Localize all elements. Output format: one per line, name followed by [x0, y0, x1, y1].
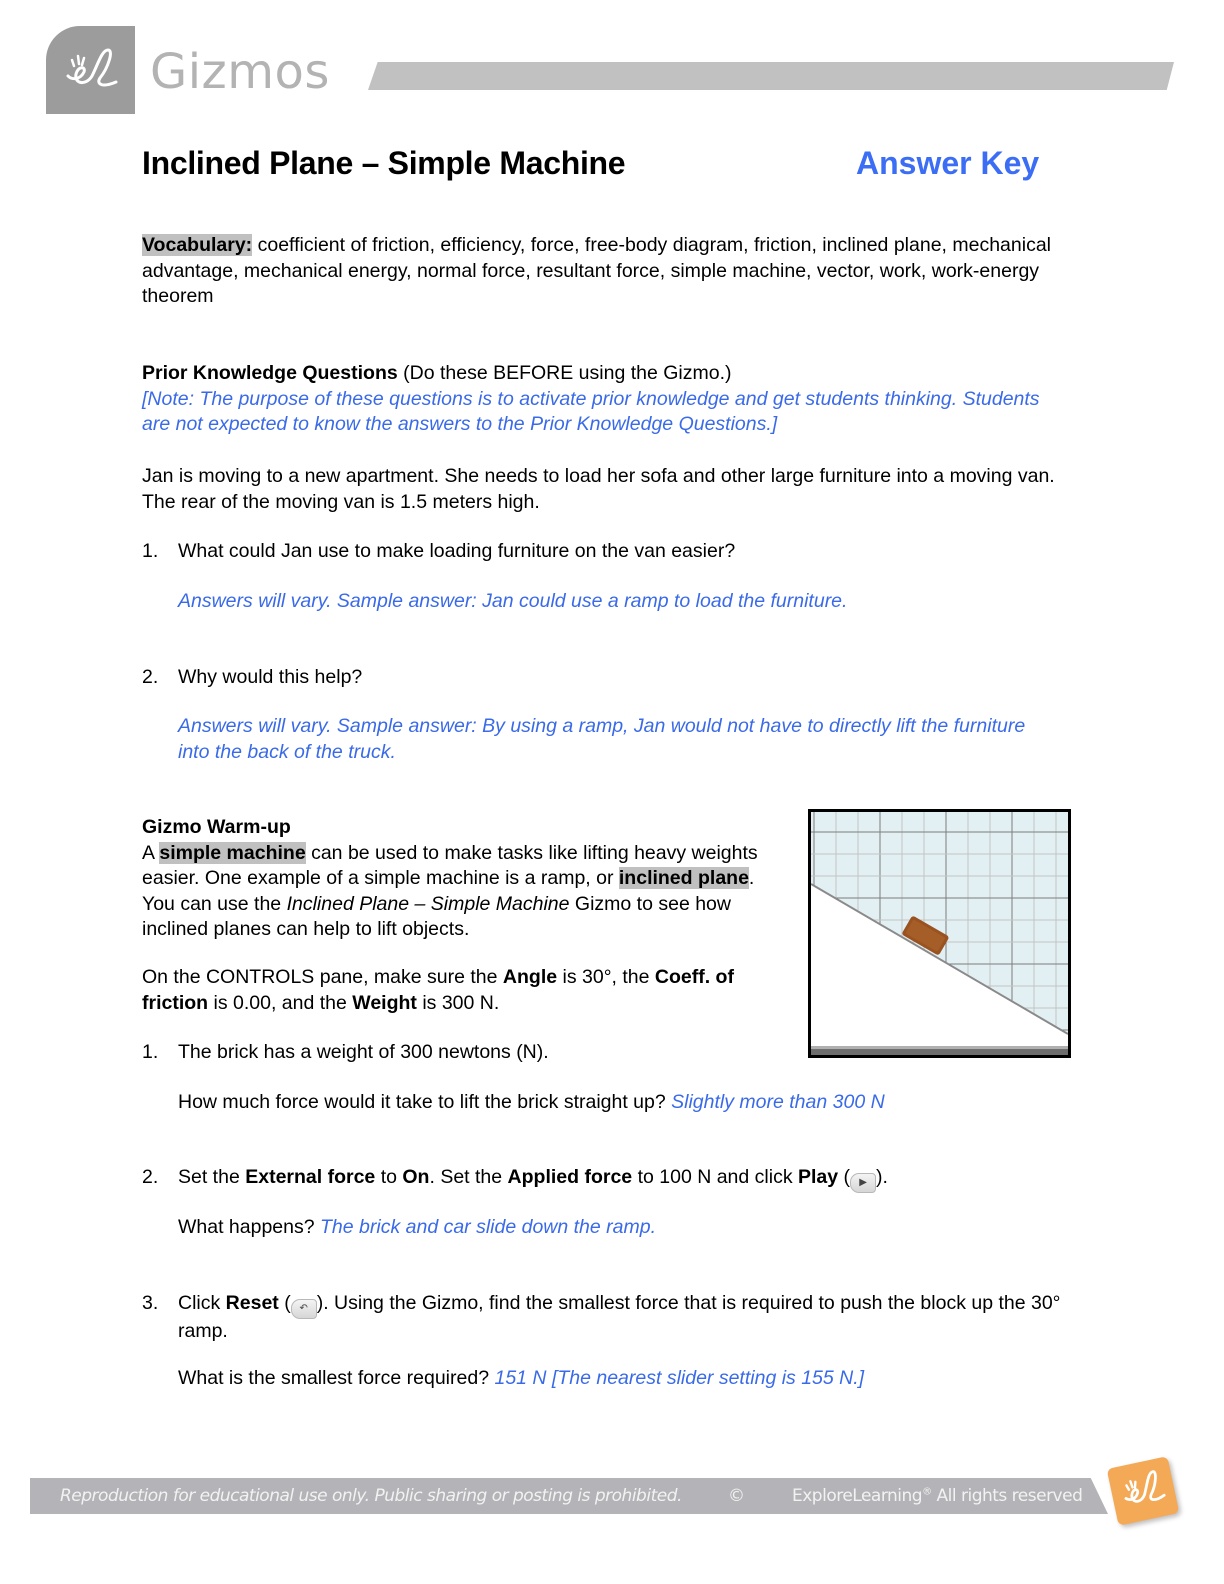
answer-text: Slightly more than 300 N — [671, 1091, 885, 1113]
question-text: to — [375, 1166, 403, 1188]
vocabulary-label: Vocabulary: — [142, 234, 253, 256]
controls-text: On the CONTROLS pane, make sure the — [142, 966, 503, 988]
gizmo-name: Inclined Plane – Simple Machine — [286, 892, 570, 915]
footer-el-logo-icon — [1107, 1456, 1180, 1526]
weight-label: Weight — [352, 991, 417, 1014]
prior-knowledge-subheading: (Do these BEFORE using the Gizmo.) — [397, 362, 732, 384]
warmup-heading: Gizmo Warm-up — [142, 816, 291, 838]
term-simple-machine: simple machine — [159, 841, 306, 864]
answer-text: The brick and car slide down the ramp. — [320, 1216, 657, 1238]
prior-knowledge-note: [Note: The purpose of these questions is to activate prior knowledge and get students thinking. Students are not expected to know the answers to the Prior Knowledge Questions.] — [142, 387, 1040, 435]
answer-text: 151 N [The nearest slider setting is 155 N.] — [494, 1367, 865, 1389]
header-bar — [368, 62, 1174, 90]
intro-text: A — [142, 841, 160, 864]
owner-name: ExploreLearning — [792, 1486, 923, 1506]
question-number: 1. — [142, 1041, 159, 1063]
answer-text: Answers will vary. Sample answer: Jan could use a ramp to load the furniture. — [178, 590, 848, 612]
prompt-text: What happens? — [178, 1216, 321, 1238]
question-text: What could Jan use to make loading furniture on the van easier? — [178, 540, 736, 562]
applied-force-label: Applied force — [507, 1166, 633, 1188]
play-label: Play — [798, 1166, 839, 1188]
controls-text: is 300 N. — [416, 991, 500, 1014]
question-number: 2. — [142, 666, 159, 688]
intro-text: can be used to make tasks like lifting heavy weights easier. One example of a simple machine is a ramp, or — [142, 841, 758, 889]
controls-instructions — [142, 965, 792, 1016]
brand-name: Gizmos — [150, 44, 330, 100]
footer-rights — [792, 1486, 1082, 1506]
question-text: Set the — [178, 1166, 246, 1188]
answer-key-label: Answer Key — [856, 145, 1040, 181]
vocabulary-section — [142, 233, 1072, 310]
question-text: ( — [838, 1166, 851, 1188]
gizmo-inclined-plane-image — [808, 809, 1071, 1058]
question-text: ( — [278, 1292, 291, 1314]
term-inclined-plane: inclined plane — [618, 867, 749, 889]
question-text: The brick has a weight of 300 newtons (N). — [178, 1041, 549, 1063]
inclined-plane-diagram — [811, 812, 1068, 1055]
rights-text: All rights reserved — [931, 1486, 1083, 1506]
controls-text: is 30°, the — [557, 966, 655, 988]
vocabulary-terms: coefficient of friction, efficiency, force, free-body diagram, friction, inclined plane, mechanical advantage, mechanical energy, normal force, resultant force, simple machine, vector, work, work-energy theorem — [142, 234, 1052, 307]
intro-text: Gizmo to see how inclined planes can help to lift objects. — [142, 892, 731, 940]
el-logo-icon — [46, 26, 135, 114]
controls-text: is 0.00, and the — [208, 991, 353, 1014]
scenario-text: Jan is moving to a new apartment. She needs to load her sofa and other large furniture into a moving van. The rear of the moving van is 1.5 meters high. — [142, 465, 1055, 513]
answer-text: Answers will vary. Sample answer: By using a ramp, Jan would not have to directly lift the furniture into the back of the truck. — [178, 715, 1026, 763]
external-force-label: External force — [245, 1166, 376, 1188]
question-text: Why would this help? — [178, 666, 363, 688]
question-text: to 100 N and click — [632, 1166, 798, 1188]
intro-text: . You can use the — [142, 867, 755, 915]
question-text: ). Using the Gizmo, find the smallest force that is required to push the block up the 30° ramp. — [178, 1292, 1061, 1342]
prompt-text: What is the smallest force required? — [178, 1367, 495, 1389]
play-icon: ▶ — [850, 1173, 876, 1193]
reset-icon: ↶ — [291, 1299, 317, 1319]
copyright-symbol: © — [728, 1486, 745, 1506]
reset-label: Reset — [225, 1292, 279, 1314]
question-number: 2. — [142, 1166, 159, 1188]
footer-notice: Reproduction for educational use only. Public sharing or posting is prohibited. — [60, 1486, 682, 1506]
warmup-section — [142, 815, 792, 943]
question-number: 1. — [142, 540, 159, 562]
angle-label: Angle — [502, 966, 558, 988]
question-text: Click — [178, 1292, 226, 1314]
question-number: 3. — [142, 1292, 159, 1314]
prompt-text: How much force would it take to lift the brick straight up? — [178, 1091, 672, 1113]
on-label: On — [402, 1166, 430, 1188]
prior-knowledge-section — [142, 361, 1072, 438]
question-text: ). — [876, 1166, 888, 1188]
page-title: Inclined Plane – Simple Machine — [142, 145, 626, 181]
prior-knowledge-heading: Prior Knowledge Questions — [142, 362, 398, 384]
registered-mark: ® — [922, 1486, 932, 1498]
question-text: . Set the — [429, 1166, 508, 1188]
coeff-label: Coeff. of friction — [142, 966, 734, 1014]
